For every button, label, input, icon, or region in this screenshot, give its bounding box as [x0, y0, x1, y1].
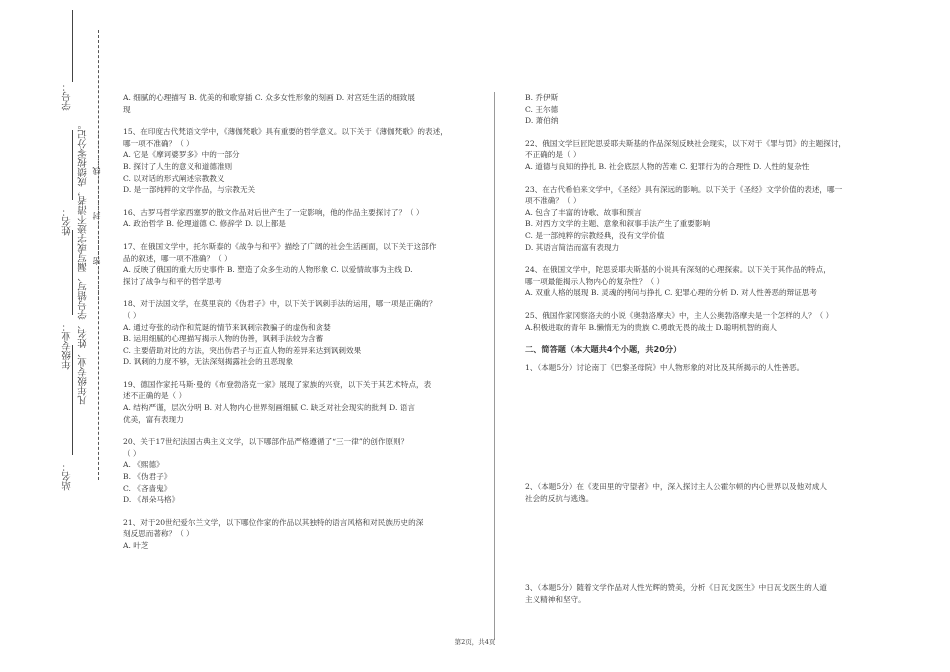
question-line: B. 对西方文学的主题、意象和叙事手法产生了重要影响	[525, 219, 711, 229]
question-line: D. 《昂朵马格》	[123, 495, 180, 505]
question-line: A. 《熙德》	[123, 460, 164, 470]
question-line: 23、在古代希伯来文学中，《圣经》具有深远的影响。以下关于《圣经》文学价值的表述，哪一	[525, 184, 843, 194]
school-label: 站名：	[62, 462, 73, 491]
question-line: 刻反思而著称？（ ）	[123, 529, 194, 539]
question-line: 主义精神和坚守。	[525, 595, 586, 605]
student-no-line	[72, 10, 73, 82]
short-answer-question	[525, 582, 865, 605]
seal-dashed-line	[98, 30, 99, 480]
question-q20	[123, 436, 481, 506]
question-q21	[123, 517, 481, 552]
question-line: 哪一项不准确？（ ）	[123, 138, 194, 148]
question-line: 现	[123, 104, 131, 114]
question-line: 21、对于20世纪爱尔兰文学，以下哪位作家的作品以其独特的语言风格和对民族历史的深	[123, 517, 424, 527]
question-line: D. 其语言简洁而富有表现力	[525, 242, 620, 252]
question-line: C. 《吝啬鬼》	[123, 483, 172, 493]
question-line: A. 双重人格的展现 B. 灵魂的拷问与挣扎 C. 犯罪心理的分析 D. 对人性善恶的辩证思考	[525, 288, 817, 298]
question-line: A. 细腻的心理描写 B. 优美的和歌穿插 C. 众多女性形象的刻画 D. 对宫廷生活的细致展	[123, 93, 415, 102]
question-q15	[123, 126, 481, 196]
question-line: 20、关于17世纪法国古典主义文学，以下哪部作品严格遵循了“三一律”的创作原则？	[123, 437, 409, 447]
question-line: 17、在俄国文学中，托尔斯泰的《战争与和平》描绘了广阔的社会生活画面，以下关于这部作	[123, 241, 437, 251]
question-line: 不正确的是（ ）	[525, 150, 581, 160]
question-line: 品的叙述，哪一项不准确？（ ）	[123, 253, 232, 263]
column-divider	[494, 92, 495, 640]
question-line: 优美，富有表现力	[123, 414, 184, 424]
question-q25	[525, 310, 865, 333]
short-answer-question	[525, 362, 865, 374]
name-label: 姓名：	[62, 207, 73, 236]
seal-line-text: …………密…………封…………线…………	[92, 130, 101, 301]
question-line: 19、德国作家托马斯·曼的《布登勃洛克一家》展现了家族的兴衰，以下关于其艺术特点，表	[123, 379, 432, 389]
question-line: C. 是一部纯粹的宗教经典，没有文学价值	[525, 230, 665, 240]
question-q21_cont	[525, 92, 865, 127]
page-footer: 第2页，共4页	[454, 638, 496, 646]
question-q17	[123, 241, 481, 287]
question-line: A.积极进取的青年 B.懒惰无为的贵族 C.勇敢无畏的战士 D.聪明机智的商人	[525, 322, 777, 332]
name-line	[72, 130, 73, 200]
question-line: C. 王尔德	[525, 104, 559, 114]
question-line: 3、（本题5分）随着文学作品对人性光辉的赞美，分析《日瓦戈医生》中日瓦戈医生的人道	[525, 583, 828, 593]
question-line: D. 是一部纯粹的文学作品，与宗教无关	[123, 185, 256, 195]
question-line: 24、在俄国文学中，陀思妥耶夫斯基的小说具有深刻的心理探索。以下关于其作品的特点，	[525, 265, 831, 275]
question-line: A. 结构严谨，层次分明 B. 对人物内心世界刻画细腻 C. 缺乏对社会现实的批判 D. 语言	[123, 403, 415, 413]
question-line: C. 以对话的形式阐述宗教教义	[123, 173, 225, 183]
question-line: （ ）	[123, 310, 141, 320]
question-line: A. 叶芝	[123, 541, 149, 550]
class-line	[72, 230, 73, 315]
question-line: 25、俄国作家冈察洛夫的小说《奥勃洛摩夫》中，主人公奥勃洛摩夫是一个怎样的人？（ ）	[525, 310, 834, 320]
question-line: 22、俄国文学巨匠陀思妥耶夫斯基的作品深刻反映社会现实，以下对于《罪与罚》的主题探讨，	[525, 138, 847, 148]
question-line: 社会的反抗与逃逸。	[525, 493, 594, 503]
question-line: 15、在印度古代梵语文学中，《薄伽梵歌》具有重要的哲学意义。以下关于《薄伽梵歌》的表述，	[123, 127, 448, 137]
question-line: 探讨了战争与和平的哲学思考	[123, 276, 222, 286]
question-q23	[525, 184, 865, 254]
question-line: A. 包含了丰富的诗歌、故事和预言	[525, 207, 642, 217]
question-line: B. 探讨了人生的意义和道德准则	[123, 161, 233, 171]
short-answer-question	[525, 481, 865, 504]
question-q22	[525, 138, 865, 173]
question-line: A. 政治哲学 B. 伦理道德 C. 修辞学 D. 以上都是	[123, 219, 286, 229]
class-label: 年级专业：	[62, 322, 73, 370]
question-line: D. 萧伯纳	[525, 116, 559, 126]
question-line: B. 运用细腻的心理描写揭示人物的伪善，讽刺手法较为含蓄	[123, 334, 324, 344]
question-line: A. 它是《摩诃婆罗多》中的一部分	[123, 150, 240, 160]
question-line: 项不准确？（ ）	[525, 196, 581, 206]
school-line	[72, 345, 73, 455]
question-line: C. 主要借助对比的方法，突出伪君子与正直人物的差异来达到讽刺效果	[123, 345, 362, 355]
question-line: （ ）	[123, 448, 141, 458]
student-no-label: 学号：	[62, 82, 73, 111]
question-line: 1、（本题5分）讨论南丁《巴黎圣母院》中人物形象的对比及其所揭示的人性善恶。	[525, 362, 805, 372]
section-title: 二、简答题（本大题共4个小题，共20分）	[525, 344, 682, 355]
question-line: 16、古罗马哲学家西塞罗的散文作品对后世产生了一定影响，他的作品主要探讨了？（ ）	[123, 207, 424, 217]
question-line: B. 乔伊斯	[525, 93, 559, 102]
question-q16	[123, 207, 481, 230]
question-line: 哪一项最能揭示人物内心的复杂性？（ ）	[525, 276, 665, 286]
binding-strip	[0, 0, 110, 672]
question-line: 述不正确的是（ ）	[123, 391, 187, 401]
left-column	[123, 92, 481, 563]
question-line: B. 《伪君子》	[123, 472, 172, 482]
question-line: 2、（本题5分）在《麦田里的守望者》中，深入探讨主人公霍尔顿的内心世界以及他对成人	[525, 482, 828, 492]
question-line: D. 讽刺的力度不够，无法深刻揭露社会的丑恶现象	[123, 357, 294, 367]
notice-text: 凡年级专业、姓名、学号错写、漏写或字迹不清者，成绩按零分记。	[78, 120, 89, 405]
question-line: A. 通过夸张的动作和荒诞的情节来讽刺宗教骗子的虚伪和贪婪	[123, 322, 331, 332]
right-column	[525, 92, 865, 606]
question-q18	[123, 298, 481, 368]
question-q14_cont	[123, 92, 481, 115]
question-q19	[123, 379, 481, 425]
question-q24	[525, 264, 865, 299]
question-line: 18、对于法国文学，在莫里哀的《伪君子》中，以下关于讽刺手法的运用，哪一项是正确的？	[123, 299, 437, 309]
question-line: A. 反映了俄国的重大历史事件 B. 塑造了众多生动的人物形象 C. 以爱情故事为主线 D.	[123, 265, 413, 275]
question-line: A. 道德与良知的挣扎 B. 社会底层人物的苦难 C. 犯罪行为的合理性 D. 人性的复杂性	[525, 161, 810, 171]
